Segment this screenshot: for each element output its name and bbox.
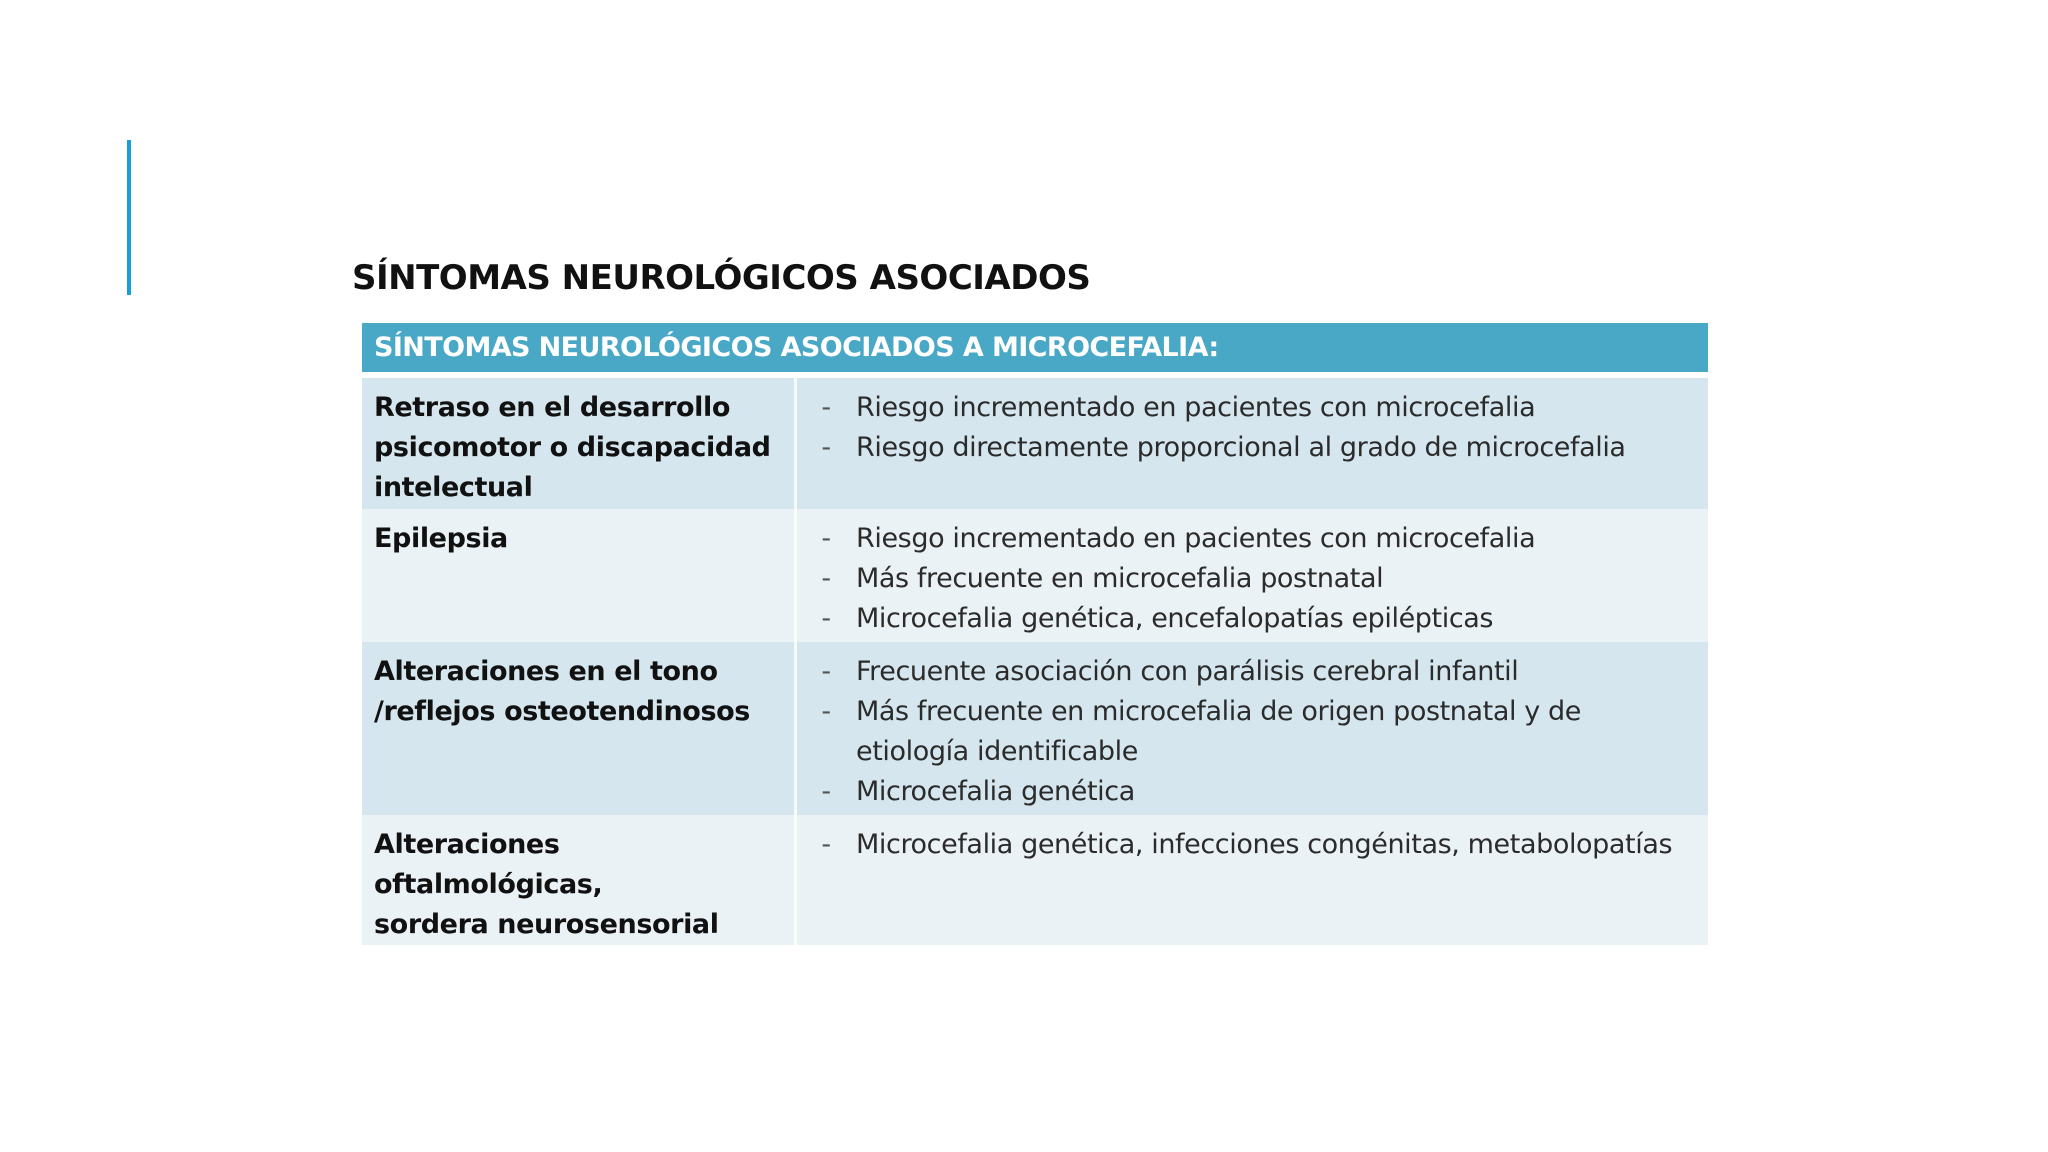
table-row [362,509,1708,642]
row-label: Epilepsia [362,509,797,642]
dash-bullet: - [821,432,831,463]
list-item [797,599,1688,639]
list-item [797,519,1688,559]
dash-bullet: - [821,696,831,727]
item-text: Más frecuente en microcefalia de origen postnatal y de etiología identificable [856,696,1581,767]
slide-title: SÍNTOMAS NEUROLÓGICOS ASOCIADOS [352,258,1091,298]
table-row [362,642,1708,815]
dash-bullet: - [821,392,831,423]
list-item [797,692,1688,772]
list-item [797,559,1688,599]
item-text: Riesgo directamente proporcional al grado de microcefalia [856,432,1626,463]
list-item [797,652,1688,692]
list-item [797,428,1688,468]
item-text: Riesgo incrementado en pacientes con microcefalia [856,392,1536,423]
row-label: Alteraciones en el tono /reflejos osteotendinosos [362,642,797,815]
dash-bullet: - [821,563,831,594]
dash-bullet: - [821,829,831,860]
item-text: Microcefalia genética, infecciones congénitas, metabolopatías [856,829,1673,860]
table-row [362,815,1708,945]
row-label: Retraso en el desarrollo psicomotor o discapacidad intelectual [362,378,797,509]
item-text: Frecuente asociación con parálisis cerebral infantil [856,656,1519,687]
symptoms-table [362,323,1708,945]
dash-bullet: - [821,656,831,687]
row-items [797,642,1708,815]
row-items [797,509,1708,642]
item-text: Riesgo incrementado en pacientes con microcefalia [856,523,1536,554]
dash-bullet: - [821,776,831,807]
accent-bar [127,140,131,295]
row-items [797,378,1708,509]
list-item [797,772,1688,812]
dash-bullet: - [821,603,831,634]
list-item [797,825,1688,865]
dash-bullet: - [821,523,831,554]
row-items [797,815,1708,945]
row-label: Alteraciones oftalmológicas, sordera neurosensorial [362,815,797,945]
item-text: Microcefalia genética [856,776,1135,807]
item-text: Microcefalia genética, encefalopatías epilépticas [856,603,1494,634]
table-row [362,378,1708,509]
item-text: Más frecuente en microcefalia postnatal [856,563,1384,594]
table-header: SÍNTOMAS NEUROLÓGICOS ASOCIADOS A MICROCEFALIA: [362,323,1708,372]
list-item [797,388,1688,428]
